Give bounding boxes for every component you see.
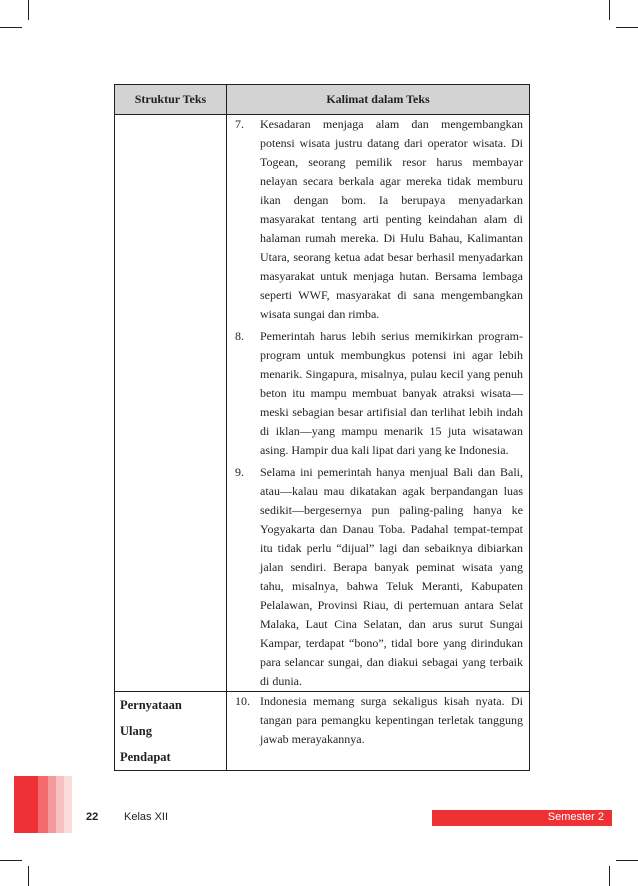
numbered-paragraph bbox=[227, 463, 529, 691]
structure-cell bbox=[115, 692, 227, 771]
class-label: Kelas XII bbox=[124, 811, 169, 823]
numbered-paragraph bbox=[227, 115, 529, 324]
paragraph-text: Pemerintah harus lebih serius memikirkan program-program untuk membungkus potensi ini agar lebih menarik. Singapura, misalnya, pulau kecil yang penuh beton itu mampu membuat banyak atraksi wisata—meski sebagian besar artifisial dan terlihat lebih indah di iklan—yang mampu menarik 15 juta wisatawan asing. Hampir dua kali lipat dari yang ke Indonesia. bbox=[260, 329, 523, 457]
structure-label-line: Ulang bbox=[120, 724, 152, 738]
numbered-paragraph bbox=[227, 327, 529, 460]
crop-mark bbox=[28, 866, 29, 886]
table-header-row bbox=[115, 85, 530, 115]
text-structure-table bbox=[114, 84, 530, 771]
crop-mark bbox=[28, 0, 29, 20]
crop-mark bbox=[0, 860, 22, 861]
paragraph-text: Indonesia memang surga sekaligus kisah nyata. Di tangan para pemangku kepentingan terletak tanggung jawab merayakannya. bbox=[260, 694, 523, 746]
header-struktur-teks: Struktur Teks bbox=[115, 85, 227, 115]
crop-mark bbox=[616, 860, 638, 861]
sentences-cell bbox=[227, 692, 530, 771]
paragraph-text: Kesadaran menjaga alam dan mengembangkan potensi wisata justru datang dari operator wisata. Di Togean, seorang pemilik resor harus membayar nelayan secara berkala agar mereka tidak memburu ikan dengan bom. Ia berupaya menyadarkan masyarakat tentang arti penting keindahan alam di halaman rumah mereka. Di Hulu Bahau, Kalimantan Utara, seorang ketua adat besar berhasil menyadarkan masyarakat untuk menjaga hutan. Bersama lembaga seperti WWF, masyarakat di sana mengembangkan wisata sungai dan rimba. bbox=[260, 117, 523, 321]
crop-mark bbox=[616, 27, 638, 28]
paragraph-number: 9. bbox=[235, 465, 244, 479]
paragraph-number: 8. bbox=[235, 329, 244, 343]
crop-mark bbox=[609, 866, 610, 886]
table-row bbox=[115, 115, 530, 692]
table-row bbox=[115, 692, 530, 771]
structure-label-line: Pendapat bbox=[120, 750, 171, 764]
page-number: 22 bbox=[86, 811, 99, 823]
crop-mark bbox=[0, 27, 22, 28]
paragraph-number: 10. bbox=[235, 694, 250, 708]
crop-mark bbox=[609, 0, 610, 20]
structure-cell bbox=[115, 115, 227, 692]
sentences-cell bbox=[227, 115, 530, 692]
paragraph-number: 7. bbox=[235, 117, 244, 131]
semester-label: Semester 2 bbox=[547, 811, 604, 823]
paragraph-text: Selama ini pemerintah hanya menjual Bali dan Bali, atau—kalau mau dikatakan agak berpandangan luas sedikit—bergesernya pun paling-paling hanya ke Yogyakarta dan Danau Toba. Padahal tempat-tempat itu tidak perlu “dijual” lagi dan sebaiknya dibiarkan jalan sendiri. Berapa banyak peminat wisata yang tahu, misalnya, bahwa Teluk Meranti, Kabupaten Pelalawan, Provinsi Riau, di pertemuan antara Selat Malaka, Laut Cina Selatan, dan arus surut Sungai Kampar, terdapat “bono”, tidal bore yang dirindukan para selancar sungai, dan diakui sebagai yang terbaik di dunia. bbox=[260, 465, 523, 688]
header-kalimat-dalam-teks: Kalimat dalam Teks bbox=[227, 85, 530, 115]
structure-label-line: Pernyataan bbox=[120, 698, 182, 712]
numbered-paragraph bbox=[227, 692, 529, 749]
semester-badge bbox=[432, 810, 612, 826]
